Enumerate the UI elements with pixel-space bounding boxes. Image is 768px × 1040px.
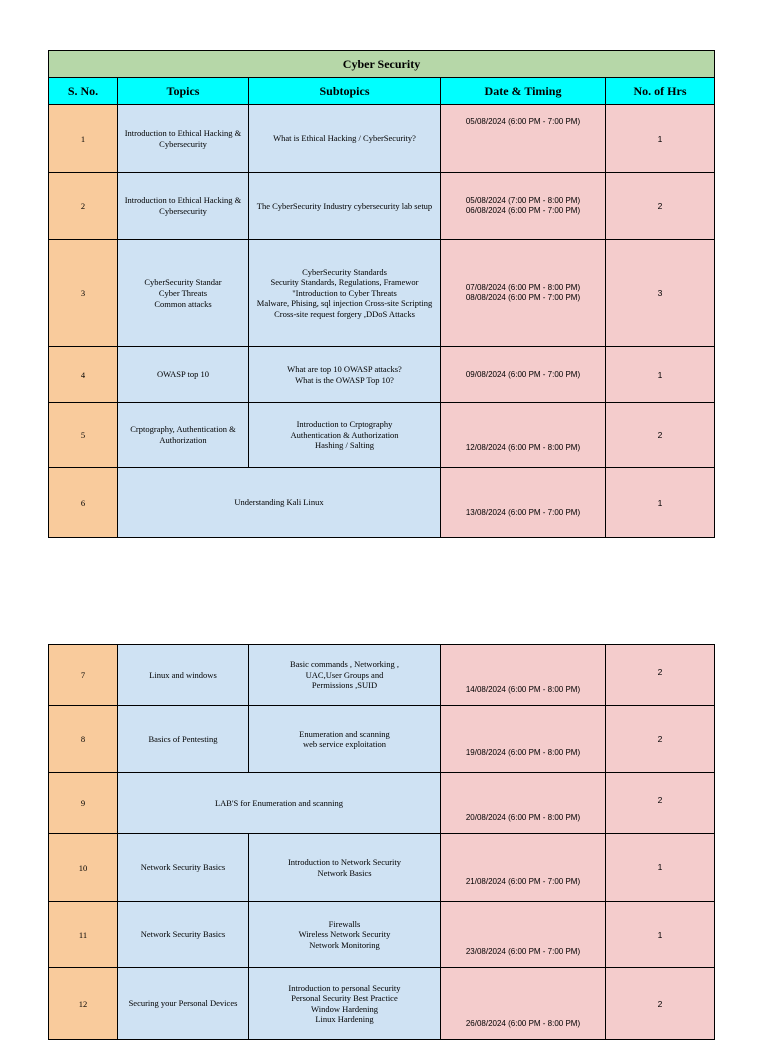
row-topic: CyberSecurity Standar Cyber Threats Common attacks [118, 240, 249, 347]
row-hours: 2 [606, 706, 715, 773]
row-subtopics: Introduction to personal Security Personal Security Best Practice Window Hardening Linux Hardening [249, 968, 441, 1040]
table-row [49, 645, 715, 706]
header-hours: No. of Hrs [606, 78, 715, 105]
row-topic: Network Security Basics [118, 834, 249, 902]
row-date: 05/08/2024 (7:00 PM - 8:00 PM) 06/08/2024 (6:00 PM - 7:00 PM) [441, 173, 606, 240]
row-sno: 3 [49, 240, 118, 347]
row-topic-merged: Understanding Kali Linux [118, 468, 441, 538]
row-hours: 1 [606, 834, 715, 902]
row-subtopics: The CyberSecurity Industry cybersecurity lab setup [249, 173, 441, 240]
table-row [49, 902, 715, 968]
row-date: 20/08/2024 (6:00 PM - 8:00 PM) [441, 773, 606, 834]
row-sno: 7 [49, 645, 118, 706]
row-hours: 2 [606, 173, 715, 240]
row-sno: 9 [49, 773, 118, 834]
row-subtopics: Introduction to Network Security Network Basics [249, 834, 441, 902]
row-subtopics: Introduction to Crptography Authentication & Authorization Hashing / Salting [249, 403, 441, 468]
row-topic: Crptography, Authentication & Authorization [118, 403, 249, 468]
row-subtopics: Firewalls Wireless Network Security Network Monitoring [249, 902, 441, 968]
row-date: 12/08/2024 (6:00 PM - 8:00 PM) [441, 403, 606, 468]
row-sno: 2 [49, 173, 118, 240]
row-hours: 1 [606, 105, 715, 173]
row-sno: 5 [49, 403, 118, 468]
row-sno: 8 [49, 706, 118, 773]
row-date: 14/08/2024 (6:00 PM - 8:00 PM) [441, 645, 606, 706]
row-hours: 2 [606, 968, 715, 1040]
row-sno: 6 [49, 468, 118, 538]
header-row [49, 78, 715, 105]
table-title: Cyber Security [49, 51, 715, 78]
row-sno: 4 [49, 347, 118, 403]
row-subtopics: Enumeration and scanning web service exploitation [249, 706, 441, 773]
row-hours: 1 [606, 902, 715, 968]
row-subtopics: CyberSecurity Standards Security Standards, Regulations, Framewor "Introduction to Cyber Threats Malware, Phising, sql injection Cross-site Scripting Cross-site request forgery ,DDoS Attacks [249, 240, 441, 347]
row-sno: 11 [49, 902, 118, 968]
row-hours: 2 [606, 645, 715, 706]
row-topic: Linux and windows [118, 645, 249, 706]
header-sno: S. No. [49, 78, 118, 105]
schedule-table-1 [48, 50, 715, 538]
table-row [49, 403, 715, 468]
row-subtopics: What is Ethical Hacking / CyberSecurity? [249, 105, 441, 173]
row-date: 13/08/2024 (6:00 PM - 7:00 PM) [441, 468, 606, 538]
row-hours: 3 [606, 240, 715, 347]
row-date: 23/08/2024 (6:00 PM - 7:00 PM) [441, 902, 606, 968]
schedule-table-2 [48, 644, 715, 1040]
table-row [49, 240, 715, 347]
row-topic: Securing your Personal Devices [118, 968, 249, 1040]
row-date: 26/08/2024 (6:00 PM - 8:00 PM) [441, 968, 606, 1040]
row-hours: 1 [606, 468, 715, 538]
row-topic: Introduction to Ethical Hacking & Cybersecurity [118, 105, 249, 173]
table-row [49, 347, 715, 403]
row-hours: 2 [606, 773, 715, 834]
table-row [49, 834, 715, 902]
row-hours: 2 [606, 403, 715, 468]
row-topic-merged: LAB'S for Enumeration and scanning [118, 773, 441, 834]
row-topic: Introduction to Ethical Hacking & Cybersecurity [118, 173, 249, 240]
row-topic: Network Security Basics [118, 902, 249, 968]
table-row [49, 173, 715, 240]
row-date: 09/08/2024 (6:00 PM - 7:00 PM) [441, 347, 606, 403]
row-hours: 1 [606, 347, 715, 403]
header-subtopics: Subtopics [249, 78, 441, 105]
row-date: 05/08/2024 (6:00 PM - 7:00 PM) [441, 105, 606, 173]
row-date: 19/08/2024 (6:00 PM - 8:00 PM) [441, 706, 606, 773]
header-topics: Topics [118, 78, 249, 105]
row-sno: 10 [49, 834, 118, 902]
row-date: 07/08/2024 (6:00 PM - 8:00 PM) 08/08/2024 (6:00 PM - 7:00 PM) [441, 240, 606, 347]
header-date-timing: Date & Timing [441, 78, 606, 105]
row-sno: 1 [49, 105, 118, 173]
row-topic: Basics of Pentesting [118, 706, 249, 773]
row-subtopics: What are top 10 OWASP attacks? What is the OWASP Top 10? [249, 347, 441, 403]
row-subtopics: Basic commands , Networking , UAC,User Groups and Permissions ,SUID [249, 645, 441, 706]
table-row [49, 468, 715, 538]
row-date: 21/08/2024 (6:00 PM - 7:00 PM) [441, 834, 606, 902]
table-row [49, 773, 715, 834]
row-sno: 12 [49, 968, 118, 1040]
table-row [49, 706, 715, 773]
table-row [49, 105, 715, 173]
row-topic: OWASP top 10 [118, 347, 249, 403]
table-row [49, 968, 715, 1040]
